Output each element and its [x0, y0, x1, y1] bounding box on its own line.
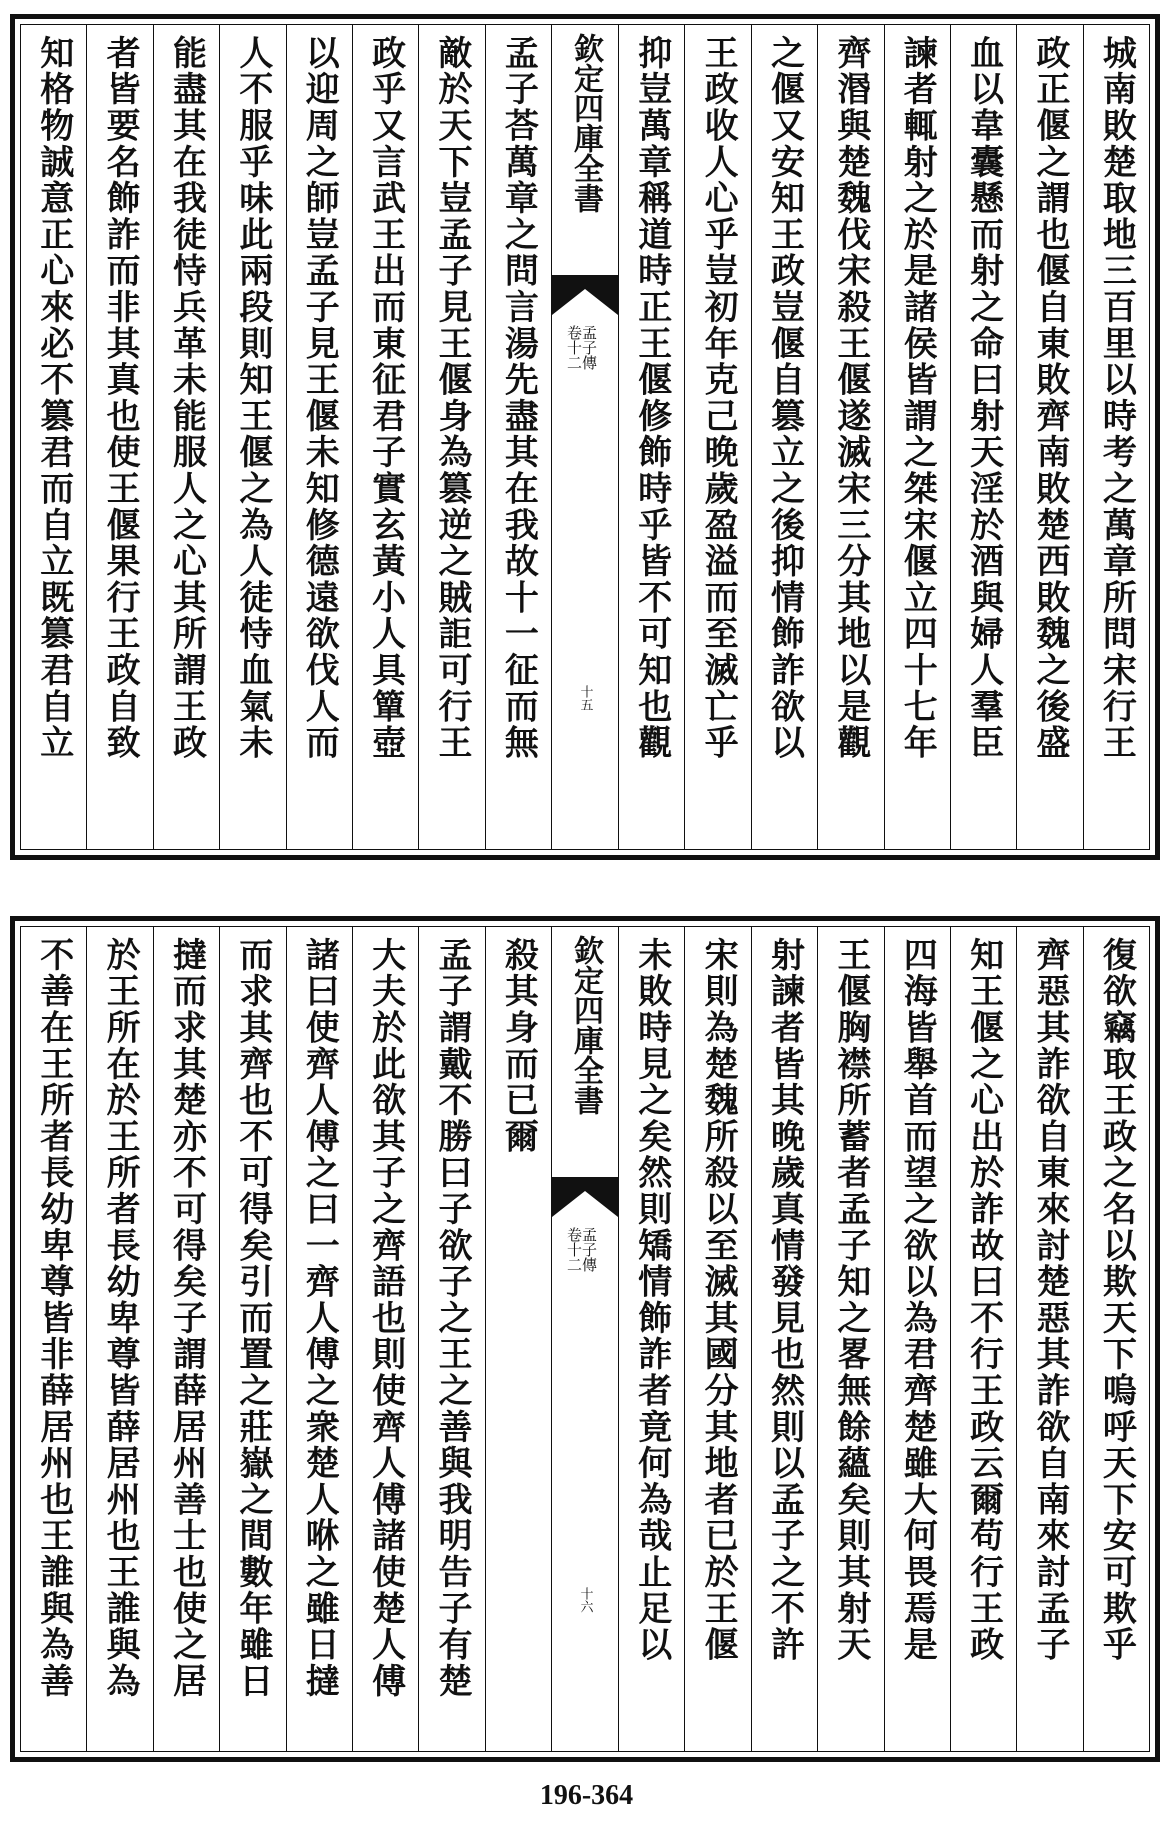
column-text: 四海皆舉首而望之欲以為君齊楚雖大何畏焉是 [897, 937, 938, 1663]
column-text: 孟子謂戴不勝曰子欲子之王之善與我明告子有楚 [431, 937, 472, 1700]
text-column [619, 25, 684, 849]
column-text: 知王偃之心出於詐故曰不行王政云爾苟行王政 [963, 937, 1004, 1663]
text-column [86, 25, 152, 849]
column-text: 抑豈萬章稱道時正王偃修飾時乎皆不可知也觀 [631, 35, 672, 761]
text-column [352, 25, 418, 849]
text-column [86, 927, 152, 1751]
column-text: 能盡其在我徒恃兵革未能服人之心其所謂王政 [166, 35, 207, 761]
text-column [884, 927, 950, 1751]
text-column [418, 927, 484, 1751]
text-column [485, 927, 551, 1751]
center-title: 欽定四庫全書 [568, 33, 603, 213]
column-text: 城南敗楚取地三百里以時考之萬章所問宋行王 [1096, 35, 1137, 761]
column-text: 殺其身而已爾 [498, 937, 539, 1155]
column-text: 王政收人心乎豈初年克己晚歲盈溢而至滅亡乎 [698, 35, 739, 761]
text-column [1083, 927, 1149, 1751]
column-text: 政正偃之謂也偃自東敗齊南敗楚西敗魏之後盛 [1029, 35, 1070, 761]
column-text: 敵於天下豈孟子見王偃身為篡逆之賊詎可行王 [431, 35, 472, 761]
volume-label: 卷十二 [565, 325, 584, 370]
column-text: 齊湣與楚魏伐宋殺王偃遂滅宋三分其地以是觀 [830, 35, 871, 761]
bottom-page-frame [10, 916, 1160, 1762]
bottom-center-margin [551, 927, 619, 1751]
bottom-page-inner-border [20, 926, 1150, 1752]
text-column [619, 927, 684, 1751]
center-subtitle [565, 1227, 599, 1272]
text-column [286, 25, 352, 849]
text-column [684, 25, 750, 849]
column-text: 於王所在於王所者長幼卑尊皆薛居州也王誰與為 [100, 937, 141, 1700]
column-text: 諸曰使齊人傅之曰一齊人傅之衆楚人咻之雖日撻 [299, 937, 340, 1700]
text-column [418, 25, 484, 849]
top-center-margin [551, 25, 619, 849]
column-text: 人不服乎味此兩段則知王偃之為人徒恃血氣未 [232, 35, 273, 761]
column-text: 射諫者皆其晚歲真情發見也然則以孟子之不許 [764, 937, 805, 1663]
top-page-inner-border [20, 24, 1150, 850]
folio-number: 十六 [577, 1587, 593, 1613]
column-text: 孟子荅萬章之問言湯先盡其在我故十一征而無 [498, 35, 539, 761]
page-number: 196-364 [539, 1780, 634, 1811]
folio-number: 十五 [577, 685, 593, 711]
text-column [950, 25, 1016, 849]
text-column [884, 25, 950, 849]
column-text: 撻而求其楚亦不可得矣子謂薛居州善士也使之居 [166, 937, 207, 1700]
text-column [1016, 927, 1082, 1751]
column-text: 未敗時見之矣然則矯情飾詐者竟何為哉止足以 [631, 937, 672, 1663]
fishtail-mark-icon [552, 275, 618, 315]
column-text: 政乎又言武王出而東征君子實玄黃小人具簞壺 [365, 35, 406, 761]
center-title: 欽定四庫全書 [568, 935, 603, 1115]
column-text: 王偃胸襟所蓄者孟子知之畧無餘蘊矣則其射天 [830, 937, 871, 1663]
text-column [153, 25, 219, 849]
center-subtitle [565, 325, 599, 370]
text-column [21, 927, 86, 1751]
top-page-frame [10, 14, 1160, 860]
book-title: 孟子傳 [580, 1227, 599, 1272]
fishtail-mark-icon [552, 1177, 618, 1217]
text-column [153, 927, 219, 1751]
text-column [286, 927, 352, 1751]
top-right-half [619, 25, 1149, 849]
column-text: 知格物誠意正心來必不篡君而自立既篡君自立 [33, 35, 74, 761]
text-column [219, 927, 285, 1751]
text-column [751, 25, 817, 849]
book-title: 孟子傳 [580, 325, 599, 370]
column-text: 而求其齊也不可得矣引而置之莊嶽之間數年雖日 [232, 937, 273, 1700]
text-column [751, 927, 817, 1751]
volume-label: 卷十二 [565, 1227, 584, 1272]
text-column [817, 927, 883, 1751]
text-column [352, 927, 418, 1751]
text-column [1083, 25, 1149, 849]
column-text: 諫者輒射之於是諸侯皆謂之桀宋偃立四十七年 [897, 35, 938, 761]
column-text: 血以韋囊懸而射之命曰射天淫於酒與婦人羣臣 [963, 35, 1004, 761]
text-column [1016, 25, 1082, 849]
column-text: 復欲竊取王政之名以欺天下嗚呼天下安可欺乎 [1096, 937, 1137, 1663]
column-text: 大夫於此欲其子之齊語也則使齊人傅諸使楚人傅 [365, 937, 406, 1700]
text-column [950, 927, 1016, 1751]
column-text: 之偃又安知王政豈偃自篡立之後抑情飾詐欲以 [764, 35, 805, 761]
text-column [21, 25, 86, 849]
text-column [219, 25, 285, 849]
top-left-half [21, 25, 551, 849]
text-column [485, 25, 551, 849]
text-column [684, 927, 750, 1751]
column-text: 不善在王所者長幼卑尊皆非薛居州也王誰與為善 [33, 937, 74, 1700]
column-text: 以迎周之師豈孟子見王偃未知修德遠欲伐人而 [299, 35, 340, 761]
column-text: 者皆要名飾詐而非其真也使王偃果行王政自致 [100, 35, 141, 761]
column-text: 齊惡其詐欲自東來討楚惡其詐欲自南來討孟子 [1029, 937, 1070, 1663]
text-column [817, 25, 883, 849]
column-text: 宋則為楚魏所殺以至滅其國分其地者已於王偃 [698, 937, 739, 1663]
bottom-right-half [619, 927, 1149, 1751]
bottom-left-half [21, 927, 551, 1751]
